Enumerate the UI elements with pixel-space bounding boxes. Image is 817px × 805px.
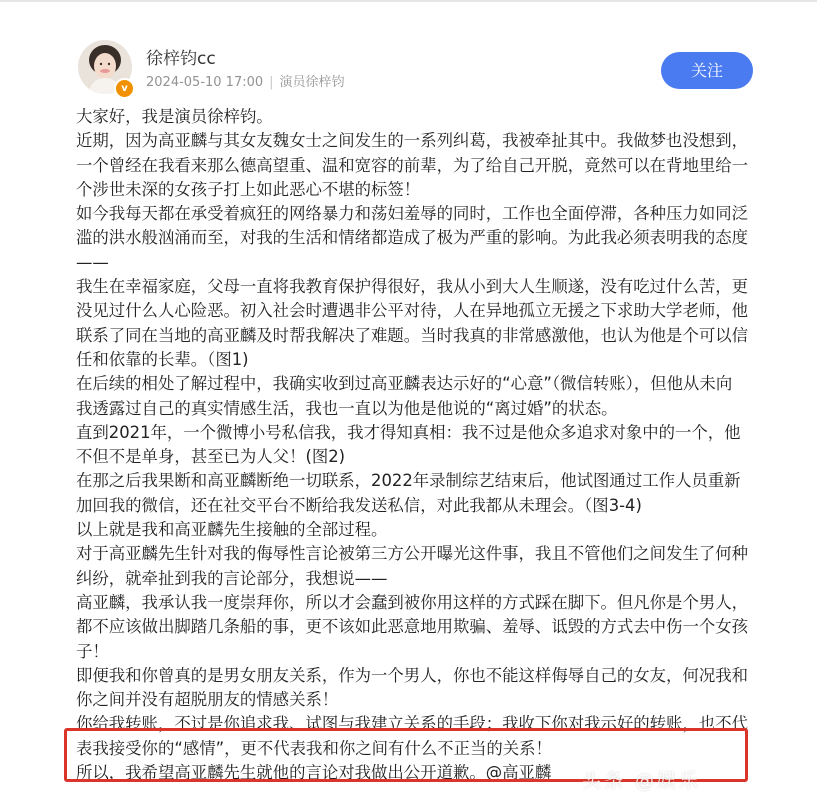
meta-separator: | [269,75,274,90]
follow-button[interactable]: 关注 [661,52,753,89]
post-meta [146,71,345,90]
author-name[interactable]: 徐梓钧cc [146,49,216,69]
watermark-text: 头条 @娱乐 [582,770,702,792]
paragraph: 即便我和你曾真的是男女朋友关系，作为一个男人，你也不能这样侮辱自己的女友，何况我和你之间并没有超脱朋友的情感关系！ [76,665,749,710]
paragraph-highlighted: 你给我转账，不过是你追求我、试图与我建立关系的手段；我收下你对我示好的转账，也不代表我接受你的“感情”，更不代表我和你之间有什么不正当的关系！ [76,714,749,758]
verified-badge-icon: v [114,78,135,99]
paragraph: 以上就是我和高亚麟先生接触的全部过程。 [76,520,388,540]
paragraph: 在后续的相处了解过程中，我确实收到过高亚麟表达示好的“心意”（微信转账），但他从未向我透露过自己的真实情感生活，我也一直以为他是他说的“离过婚”的状态。 [76,374,733,418]
post-timestamp: 2024-05-10 17:00 [146,75,264,90]
post-body [76,105,748,785]
paragraph: 高亚麟，我承认我一度崇拜你，所以才会蠢到被你用这样的方式踩在脚下。但凡你是个男人，都不应该做出脚踏几条船的事，更不该如此恶意地用欺骗、羞辱、诋毁的方式去中伤一个女孩子！ [76,592,749,661]
paragraph: 我生在幸福家庭，父母一直将我教育保护得很好，我从小到大人生顺遂，没有吃过什么苦，更没见过什么人心险恶。初入社会时遭遇非公平对待，人在异地孤立无援之下求助大学老师，他联系了同在当地的高亚麟及时帮我解决了难题。当时我真的非常感激他，也认为他是个可以信任和依靠的长辈。（图1) [76,277,749,369]
paragraph: 大家好，我是演员徐梓钧。 [76,107,273,126]
paragraph: 近期，因为高亚麟与其女友魏女士之间发生的一系列纠葛，我被牵扯其中。我做梦也没想到，一个曾经在我看来那么德高望重、温和宽容的前辈，为了给自己开脱，竟然可以在背地里给一个涉世未深的女孩子打上如此恶心不堪的标签！ [76,131,749,199]
paragraph: 所以，我希望高亚麟先生就他的言论对我做出公开道歉。@高亚麟 [76,763,552,783]
post-source: 演员徐梓钧 [279,75,345,90]
paragraph: 对于高亚麟先生针对我的侮辱性言论被第三方公开曝光这件事，我且不管他们之间发生了何种纠纷，就牵扯到我的言论部分，我想说—— [76,544,749,588]
paragraph: 直到2021年，一个微博小号私信我，我才得知真相：我不过是他众多追求对象中的一个，他不但不是单身，甚至已为人父！(图2) [76,422,741,467]
paragraph: 在那之后我果断和高亚麟断绝一切联系，2022年录制综艺结束后，他试图通过工作人员重新加回我的微信，还在社交平台不断给我发送私信，对此我都从未理会。（图3-4) [76,471,741,515]
top-divider [0,0,817,2]
paragraph: 如今我每天都在承受着疯狂的网络暴力和荡妇羞辱的同时，工作也全面停滞，各种压力如同泛滥的洪水般汹涌而至，对我的生活和情绪都造成了极为严重的影响。为此我必须表明我的态度—— [76,204,749,272]
